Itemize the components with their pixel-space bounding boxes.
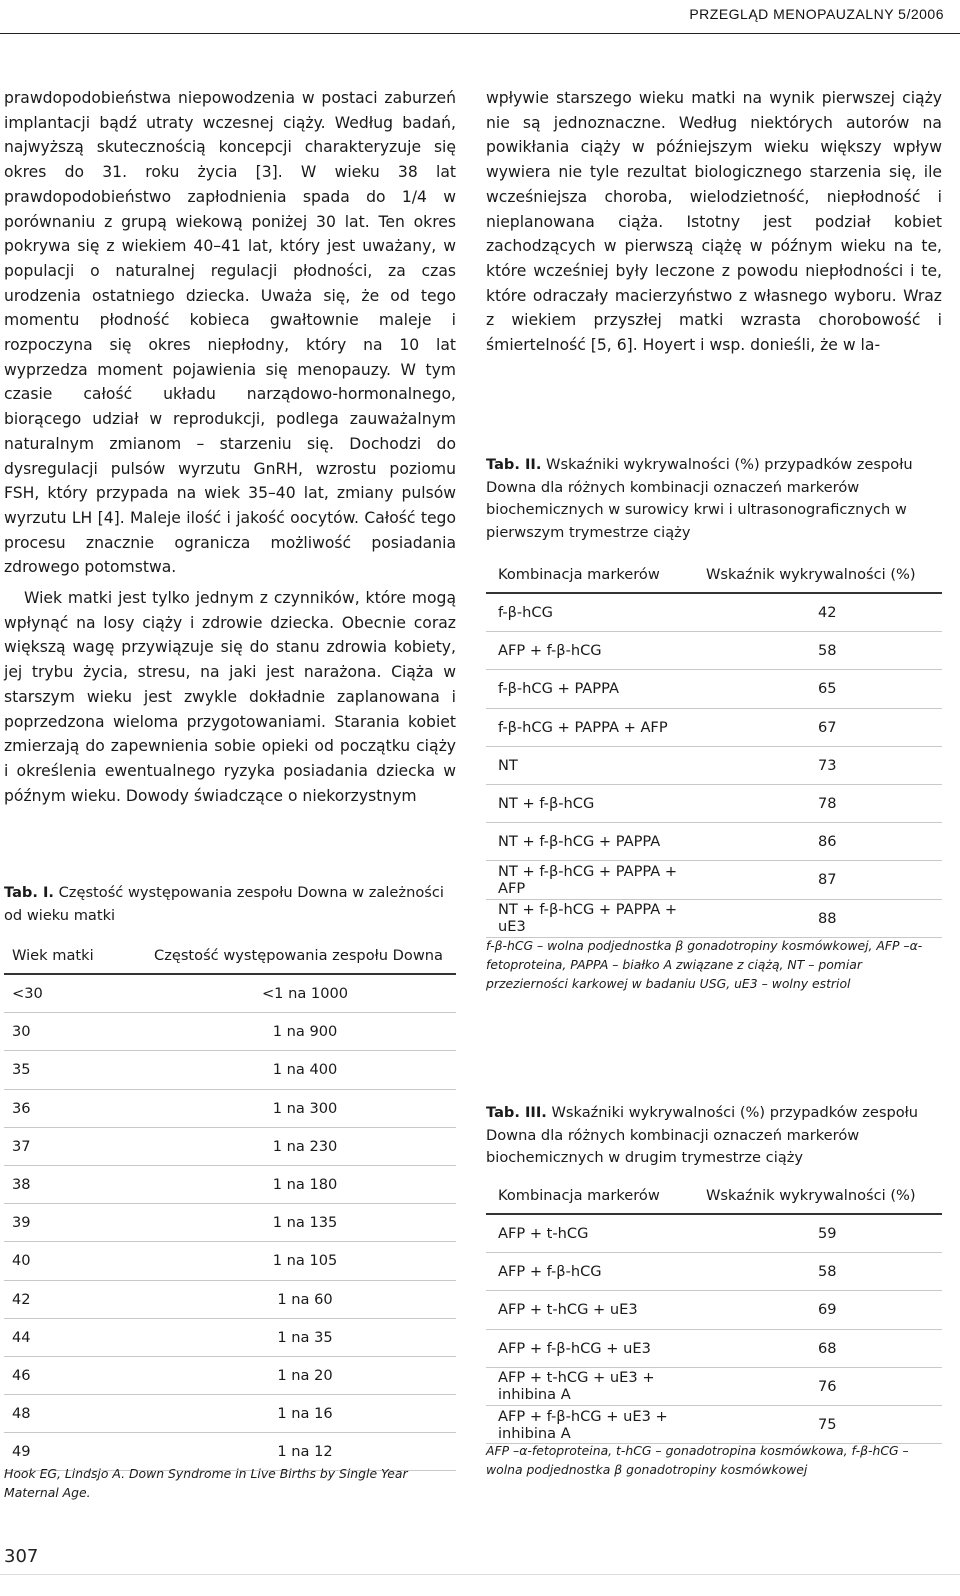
table-cell: 1 na 35	[154, 1318, 456, 1356]
table-2-body	[486, 593, 942, 937]
table-cell: 37	[4, 1127, 154, 1165]
table-header-row	[486, 1177, 942, 1214]
table-cell: NT + f-β-hCG + PAPPA + AFP	[486, 861, 696, 899]
table-cell: 1 na 16	[154, 1395, 456, 1433]
table-cell: 58	[696, 632, 942, 670]
table-cell: 58	[696, 1253, 942, 1291]
table-row	[486, 1405, 942, 1443]
table-cell: 87	[696, 861, 942, 899]
table-row	[486, 632, 942, 670]
table-cell: 42	[696, 593, 942, 632]
table-cell: 65	[696, 670, 942, 708]
table-cell: 46	[4, 1356, 154, 1394]
page-number: 307	[4, 1546, 39, 1567]
table-row	[486, 1253, 942, 1291]
table-header-cell: Wskaźnik wykrywalności (%)	[706, 1186, 916, 1204]
table-cell: 40	[4, 1242, 154, 1280]
table-cell: 73	[696, 746, 942, 784]
table-cell: NT + f-β-hCG + PAPPA + uE3	[486, 899, 696, 937]
table-row	[4, 1204, 456, 1242]
table-2-label: Tab. II.	[486, 456, 542, 473]
table-cell: NT + f-β-hCG + PAPPA	[486, 823, 696, 861]
table-cell: 76	[696, 1367, 942, 1405]
paragraph: wpływie starszego wieku matki na wynik pierwszej ciąży nie są jednoznaczne. Według niektórych autorów na powikłania ciąży w późniejszym wieku większy wpływ wywiera nie tyle rezultat biologicznego starzenia się, ile wcześniejsza choroba, wielodzietność, niepłodność i nieplanowana ciąża. Istotny jest podział kobiet zachodzących w pierwszą ciążę w późnym wieku na te, które wcześniej były leczone z powodu niepłodności i te, które odraczały macierzyństwo z własnego wyboru. Wraz z wiekiem przyszłej matki wzrasta chorobowość i śmiertelność [5, 6]. Hoyert i wsp. donieśli, że w la-	[486, 89, 942, 355]
table-row	[4, 1013, 456, 1051]
table-cell: f-β-hCG + PAPPA + AFP	[486, 708, 696, 746]
table-cell: 1 na 300	[154, 1089, 456, 1127]
table-cell: <1 na 1000	[154, 974, 456, 1013]
table-cell: 36	[4, 1089, 154, 1127]
table-1-body	[4, 974, 456, 1471]
table-2-caption	[486, 454, 942, 544]
table-3-caption-text: Wskaźniki wykrywalności (%) przypadków zespołu Downa dla różnych kombinacji oznaczeń markerów biochemicznych w drugim trymestrze ciąży	[486, 1104, 919, 1166]
table-header-cell: Częstość występowania zespołu Downa	[154, 946, 443, 964]
table-3-body	[486, 1214, 942, 1444]
table-3	[486, 1177, 942, 1444]
table-cell: <30	[4, 974, 154, 1013]
table-cell: 1 na 230	[154, 1127, 456, 1165]
table-cell: 69	[696, 1291, 942, 1329]
table-cell: 88	[696, 899, 942, 937]
table-row	[486, 746, 942, 784]
table-cell: NT	[486, 746, 696, 784]
table-cell: 35	[4, 1051, 154, 1089]
table-3-label: Tab. III.	[486, 1104, 547, 1121]
table-cell: 1 na 60	[154, 1280, 456, 1318]
table-cell: 1 na 105	[154, 1242, 456, 1280]
table-row	[486, 823, 942, 861]
table-3-footnote: AFP –α-fetoproteina, t-hCG – gonadotropina kosmówkowa, f-β-hCG – wolna podjednostka β gonadotropiny kosmówkowej	[486, 1443, 909, 1477]
table-cell: 1 na 900	[154, 1013, 456, 1051]
table-1-source: Hook EG, Lindsjo A. Down Syndrome in Live Births by Single Year Maternal Age.	[4, 1466, 408, 1500]
table-row	[486, 899, 942, 937]
paragraph: prawdopodobieństwa niepowodzenia w postaci zaburzeń implantacji bądź utraty wczesnej ciąży. Według badań, najwyższą skutecznością koncepcji charakteryzuje się okres do 31. roku życia [3]. W wieku 38 lat prawdopodobieństwo zapłodnienia spada do 1/4 w porównaniu z grupą wiekową poniżej 30 lat. Ten okres pokrywa się z wiekiem 40–41 lat, który jest uważany, w populacji o naturalnej regulacji płodności, za czas urodzenia ostatniego dziecka. Uważa się, że od tego momentu płodność kobieca gwałtownie maleje i rozpoczyna się okres niepłodny, który na 10 lat wyprzedza moment pojawienia się menopauzy. W tym czasie całość układu narządowo-hormonalnego, biorącego udział w reprodukcji, podlega zauważalnym naturalnym zmianom – starzeniu się. Dochodzi do dysregulacji pulsów wyrzutu GnRH, wzrostu poziomu FSH, który przypada na wiek 35–40 lat, zmiany pulsów wyrzutu LH [4]. Maleje ilość i jakość oocytów. Całość tego procesu znacznie ogranicza możliwość posiadania zdrowego potomstwa.	[4, 89, 456, 577]
table-1-caption-text: Częstość występowania zespołu Downa w zależności od wieku matki	[4, 884, 444, 924]
table-cell: 39	[4, 1204, 154, 1242]
table-row	[486, 1367, 942, 1405]
table-3-caption	[486, 1102, 942, 1170]
table-cell: AFP + t-hCG + uE3 + inhibina A	[486, 1367, 696, 1405]
table-cell: 49	[4, 1433, 154, 1471]
table-row	[4, 1356, 456, 1394]
table-header-cell: Kombinacja markerów	[498, 565, 660, 583]
table-cell: 68	[696, 1329, 942, 1367]
table-cell: AFP + f-β-hCG + uE3	[486, 1329, 696, 1367]
table-cell: f-β-hCG	[486, 593, 696, 632]
table-cell: 38	[4, 1165, 154, 1203]
table-header-row	[4, 937, 456, 974]
table-cell: 30	[4, 1013, 154, 1051]
table-cell: 1 na 180	[154, 1165, 456, 1203]
footer-rule	[0, 1574, 960, 1575]
page-header	[0, 0, 960, 44]
table-row	[4, 1051, 456, 1089]
table-2-footnote: f-β-hCG – wolna podjednostka β gonadotropiny kosmówkowej, AFP –α-fetoproteina, PAPPA – białko A związane z ciążą, NT – pomiar przezierności karkowej w badaniu USG, uE3 – wolny estriol	[486, 938, 923, 991]
table-row	[4, 1280, 456, 1318]
table-row	[4, 1242, 456, 1280]
table-cell: NT + f-β-hCG	[486, 784, 696, 822]
table-header-cell: Wiek matki	[12, 946, 94, 964]
table-row	[486, 708, 942, 746]
table-row	[4, 1165, 456, 1203]
table-2-caption-text: Wskaźniki wykrywalności (%) przypadków zespołu Downa dla różnych kombinacji oznaczeń markerów biochemicznych w surowicy krwi i ultrasonograficznych w pierwszym trymestrze ciąży	[486, 456, 913, 541]
table-cell: 59	[696, 1214, 942, 1253]
table-row	[486, 1329, 942, 1367]
table-header-cell: Wskaźnik wykrywalności (%)	[706, 565, 916, 583]
paragraph: Wiek matki jest tylko jednym z czynników, które mogą wpłynąć na losy ciąży i zdrowie dziecka. Obecnie coraz większą wagę przywiązuje się do stanu zdrowia kobiety, jej trybu życia, stresu, na jaki jest narażona. Ciąża w starszym wieku jest zwykle dokładnie zaplanowana i poprzedzona wieloma przygotowaniami. Starania kobiet zmierzają do zapewnienia sobie opieki od początku ciąży i określenia ewentualnego ryzyka posiadania dziecka w późnym wieku. Dowody świadczące o niekorzystnym	[4, 589, 456, 805]
table-header-cell: Kombinacja markerów	[498, 1186, 660, 1204]
text-column-left	[4, 86, 456, 814]
table-cell: 44	[4, 1318, 154, 1356]
header-rule	[0, 33, 960, 34]
table-1	[4, 937, 456, 1471]
table-row	[486, 784, 942, 822]
table-cell: AFP + t-hCG	[486, 1214, 696, 1253]
table-2	[486, 556, 942, 938]
table-cell: 1 na 12	[154, 1433, 456, 1471]
table-row	[4, 1127, 456, 1165]
table-row	[4, 1318, 456, 1356]
table-cell: 75	[696, 1405, 942, 1443]
table-row	[486, 670, 942, 708]
text-column-right	[486, 86, 942, 364]
table-row	[4, 1395, 456, 1433]
table-row	[486, 1214, 942, 1253]
table-cell: 42	[4, 1280, 154, 1318]
table-cell: 1 na 135	[154, 1204, 456, 1242]
table-cell: 78	[696, 784, 942, 822]
journal-title: PRZEGLĄD MENOPAUZALNY 5/2006	[689, 6, 944, 22]
table-cell: f-β-hCG + PAPPA	[486, 670, 696, 708]
table-row	[4, 1089, 456, 1127]
table-cell: 86	[696, 823, 942, 861]
table-cell: AFP + f-β-hCG	[486, 632, 696, 670]
table-cell: AFP + f-β-hCG	[486, 1253, 696, 1291]
table-cell: 48	[4, 1395, 154, 1433]
table-row	[4, 974, 456, 1013]
table-cell: AFP + t-hCG + uE3	[486, 1291, 696, 1329]
table-row	[486, 861, 942, 899]
table-cell: 1 na 20	[154, 1356, 456, 1394]
table-1-label: Tab. I.	[4, 884, 54, 901]
table-cell: 1 na 400	[154, 1051, 456, 1089]
table-cell: 67	[696, 708, 942, 746]
table-row	[486, 593, 942, 632]
table-header-row	[486, 556, 942, 593]
table-row	[486, 1291, 942, 1329]
table-cell: AFP + f-β-hCG + uE3 + inhibina A	[486, 1405, 696, 1443]
table-1-caption	[4, 882, 456, 927]
